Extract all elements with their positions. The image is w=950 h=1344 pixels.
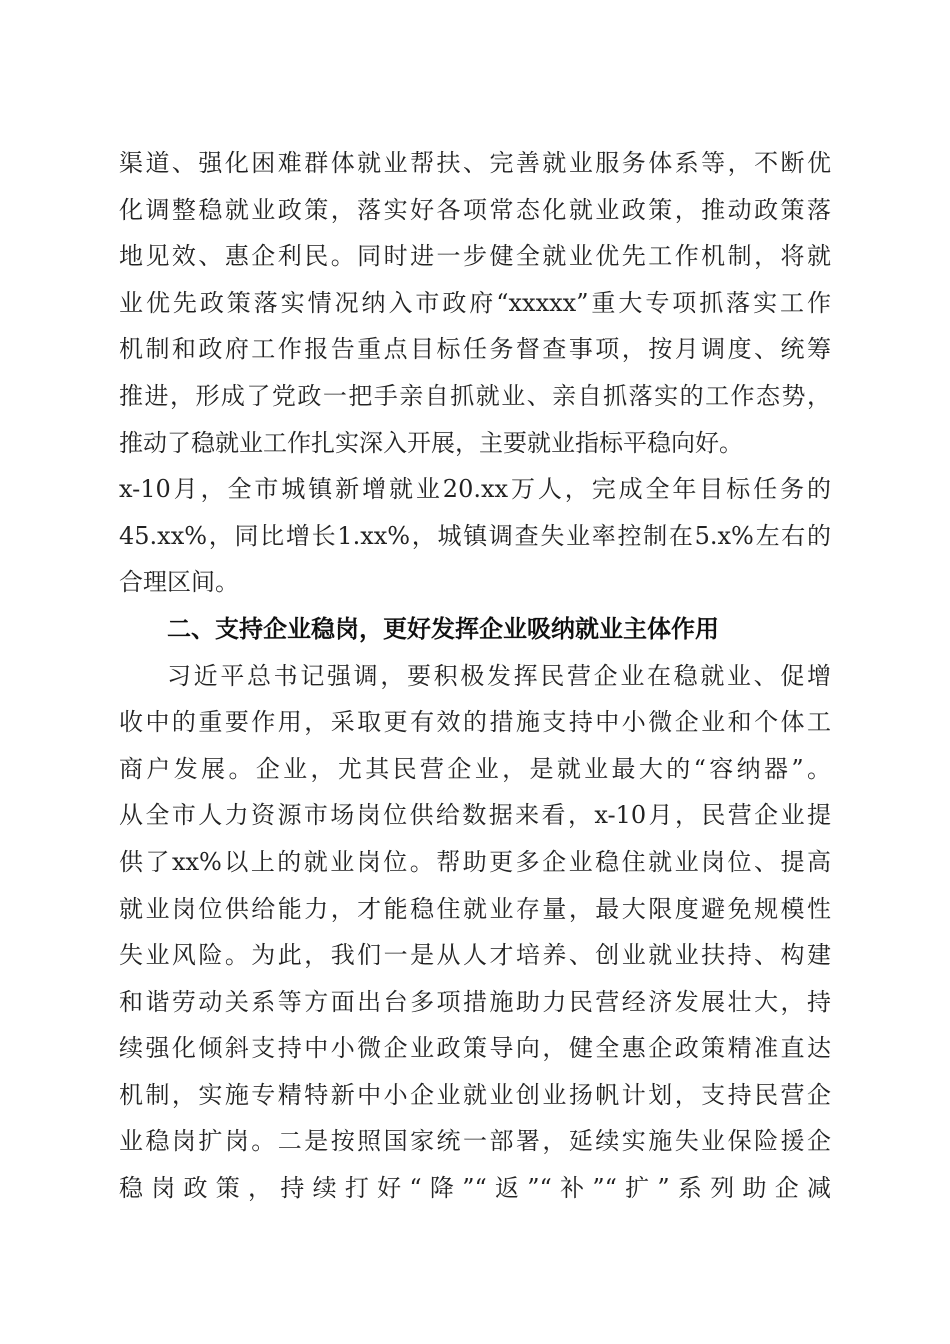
section-heading: 二、支持企业稳岗，更好发挥企业吸纳就业主体作用 <box>167 614 719 643</box>
text-line: 稳岗政策，持续打好“降”“返”“补”“扩”系列助企减 <box>119 1174 831 1203</box>
text-line: 推进，形成了党政一把手亲自抓就业、亲自抓落实的工作态势， <box>119 381 831 410</box>
text-line: 失业风险。为此，我们一是从人才培养、创业就业扶持、构建 <box>119 941 831 970</box>
text-line: x-10月，全市城镇新增就业20.xx万人，完成全年目标任务的 <box>119 475 831 504</box>
paragraph-1 <box>119 140 831 606</box>
text-line: 渠道、强化困难群体就业帮扶、完善就业服务体系等，不断优 <box>119 149 831 177</box>
text-line: 机制和政府工作报告重点目标任务督查事项，按月调度、统筹 <box>119 335 831 364</box>
text-line: 就业岗位供给能力，才能稳住就业存量，最大限度避免规模性 <box>119 894 831 923</box>
text-line: 从全市人力资源市场岗位供给数据来看，x-10月，民营企业提 <box>119 801 831 830</box>
text-line: 地见效、惠企利民。同时进一步健全就业优先工作机制，将就 <box>119 242 831 271</box>
text-line: 收中的重要作用，采取更有效的措施支持中小微企业和个体工 <box>119 708 831 737</box>
text-line: 合理区间。 <box>119 568 239 597</box>
text-line: 和谐劳动关系等方面出台多项措施助力民营经济发展壮大，持 <box>119 987 831 1016</box>
text-line: 续强化倾斜支持中小微企业政策导向，健全惠企政策精准直达 <box>119 1034 831 1063</box>
text-line: 供了xx%以上的就业岗位。帮助更多企业稳住就业岗位、提高 <box>119 847 831 876</box>
text-line: 商户发展。企业，尤其民营企业，是就业最大的“容纳器”。 <box>119 754 831 783</box>
text-line: 机制，实施专精特新中小企业就业创业扬帆计划，支持民营企 <box>119 1080 831 1109</box>
text-line: 45.xx%，同比增长1.xx%，城镇调查失业率控制在5.x%左右的 <box>119 521 831 550</box>
text-line: 业稳岗扩岗。二是按照国家统一部署，延续实施失业保险援企 <box>119 1127 831 1156</box>
text-line: 化调整稳就业政策，落实好各项常态化就业政策，推动政策落 <box>119 195 831 224</box>
document-body <box>119 140 831 1212</box>
paragraph-2 <box>119 653 831 1212</box>
text-line: 习近平总书记强调，要积极发挥民营企业在稳就业、促增 <box>167 661 831 690</box>
text-line: 业优先政策落实情况纳入市政府“xxxxx”重大专项抓落实工作 <box>119 288 831 317</box>
text-line: 推动了稳就业工作扎实深入开展，主要就业指标平稳向好。 <box>119 428 743 457</box>
